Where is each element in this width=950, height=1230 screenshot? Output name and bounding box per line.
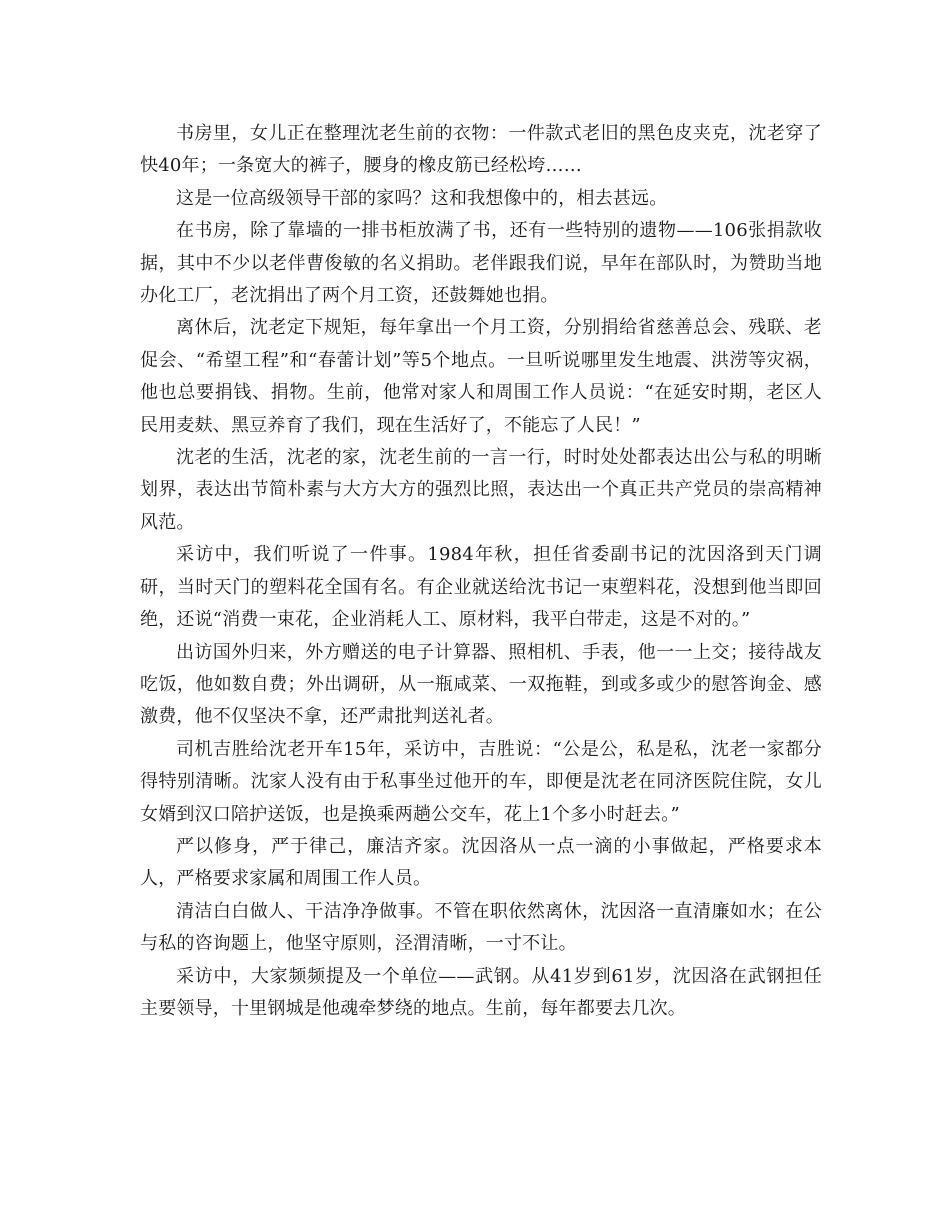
paragraph: 在书房，除了靠墙的一排书柜放满了书，还有一些特别的遗物——106张捐款收据，其中不少以老伴曹俊敏的名义捐助。老伴跟我们说，早年在部队时，为赞助当地办化工厂，老沈捐出了两个月工资，还鼓舞她也捐。 <box>140 220 822 307</box>
paragraph: 沈老的生活，沈老的家，沈老生前的一言一行，时时处处都表达出公与私的明晰划界，表达出节简朴素与大方大方的强烈比照，表达出一个真正共产党员的崇高精神风范。 <box>140 447 822 533</box>
paragraph: 严以修身，严于律己，廉洁齐家。沈因洛从一点一滴的小事做起，严格要求本人，严格要求家属和周围工作人员。 <box>140 835 822 890</box>
paragraph: 采访中，我们听说了一件事。1984年秋，担任省委副书记的沈因洛到天门调研，当时天门的塑料花全国有名。有企业就送给沈书记一束塑料花，没想到他当即回绝，还说“消费一束花，企业消耗人工、原材料，我平白带走，这是不对的。” <box>140 544 822 631</box>
paragraph: 这是一位高级领导干部的家吗？这和我想像中的，相去甚远。 <box>176 187 668 209</box>
document-body <box>140 118 822 1025</box>
paragraph: 书房里，女儿正在整理沈老生前的衣物：一件款式老旧的黑色皮夹克，沈老穿了快40年；一条宽大的裤子，腰身的橡皮筋已经松垮…… <box>140 123 822 177</box>
paragraph: 司机吉胜给沈老开车15年，采访中，吉胜说：“公是公，私是私，沈老一家都分得特别清晰。沈家人没有由于私事坐过他开的车，即便是沈老在同济医院住院，女儿女婿到汉口陪护送饭，也是换乘两趟公交车，花上1个多小时赶去。” <box>140 738 822 825</box>
paragraph: 离休后，沈老定下规矩，每年拿出一个月工资，分别捐给省慈善总会、残联、老促会、“希望工程”和“春蕾计划”等5个地点。一旦听说哪里发生地震、洪涝等灾祸，他也总要捐钱、捐物。生前，他常对家人和周围工作人员说：“在延安时期，老区人民用麦麸、黑豆养育了我们，现在生活好了，不能忘了人民！” <box>140 317 822 436</box>
paragraph: 采访中，大家频频提及一个单位——武钢。从41岁到61岁，沈因洛在武钢担任主要领导，十里钢城是他魂牵梦绕的地点。生前，每年都要去几次。 <box>140 965 822 1019</box>
paragraph: 清洁白白做人、干洁净净做事。不管在职依然离休，沈因洛一直清廉如水；在公与私的咨询题上，他坚守原则，泾渭清晰，一寸不让。 <box>140 900 822 955</box>
paragraph: 出访国外归来，外方赠送的电子计算器、照相机、手表，他一一上交；接待战友吃饭，他如数自费；外出调研，从一瓶咸菜、一双拖鞋，到或多或少的慰答询金、感激费，他不仅坚决不拿，还严肃批判送礼者。 <box>140 641 822 728</box>
